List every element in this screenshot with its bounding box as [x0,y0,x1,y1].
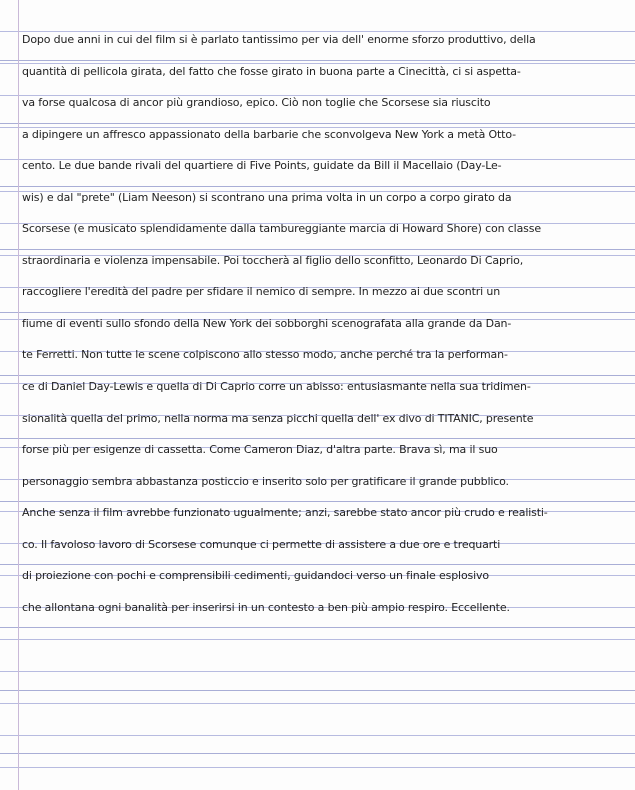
text-line: a dipingere un affresco appassionato della barbarie che sconvolgeva New York a metà Otto- [22,127,516,141]
handwritten-text [22,24,612,623]
text-line: personaggio sembra abbastanza posticcio e inserito solo per gratificare il grande pubblico. [22,474,509,488]
text-line: fiume di eventi sullo sfondo della New York dei sobborghi scenografata alla grande da Dan- [22,316,512,330]
text-line: sionalità quella del primo, nella norma ma senza picchi quella dell' ex divo di TITANIC, presente [22,411,534,425]
margin-line [18,0,19,790]
text-line: di proiezione con pochi e comprensibili cedimenti, guidandoci verso un finale esplosivo [22,569,489,583]
text-line: Dopo due anni in cui del film si è parlato tantissimo per via dell' enorme sforzo produttivo, della [22,33,536,46]
text-line: te Ferretti. Non tutte le scene colpiscono allo stesso modo, anche perché tra la performan- [22,348,508,362]
text-line: quantità di pellicola girata, del fatto che fosse girato in buona parte a Cinecittà, ci si aspetta- [22,64,521,78]
text-line: wis) e dal "prete" (Liam Neeson) si scontrano una prima volta in un corpo a corpo girato da [22,190,512,204]
text-line: forse più per esigenze di cassetta. Come Cameron Diaz, d'altra parte. Brava sì, ma il suo [22,443,498,457]
text-line: Scorsese (e musicato splendidamente dalla tambureggiante marcia di Howard Shore) con classe [22,222,541,236]
text-line: cento. Le due bande rivali del quartiere di Five Points, guidate da Bill il Macellaio (Day-Le- [22,159,502,173]
text-line: straordinaria e violenza impensabile. Poi toccherà al figlio dello sconfitto, Leonardo Di Caprio, [22,253,524,267]
text-line: che allontana ogni banalità per inserirsi in un contesto a ben più ampio respiro. Eccellente. [22,600,510,614]
text-line: ce di Daniel Day-Lewis e quella di Di Caprio corre un abisso: entusiasmante nella sua tridimen- [22,380,531,394]
text-line: raccogliere l'eredità del padre per sfidare il nemico di sempre. In mezzo ai due scontri un [22,285,501,299]
text-line: va forse qualcosa di ancor più grandioso, epico. Ciò non toglie che Scorsese sia riuscito [22,96,491,110]
text-line: Anche senza il film avrebbe funzionato ugualmente; anzi, sarebbe stato ancor più crudo e realisti- [22,506,548,520]
text-line: co. Il favoloso lavoro di Scorsese comunque ci permette di assistere a due ore e trequarti [22,537,501,551]
